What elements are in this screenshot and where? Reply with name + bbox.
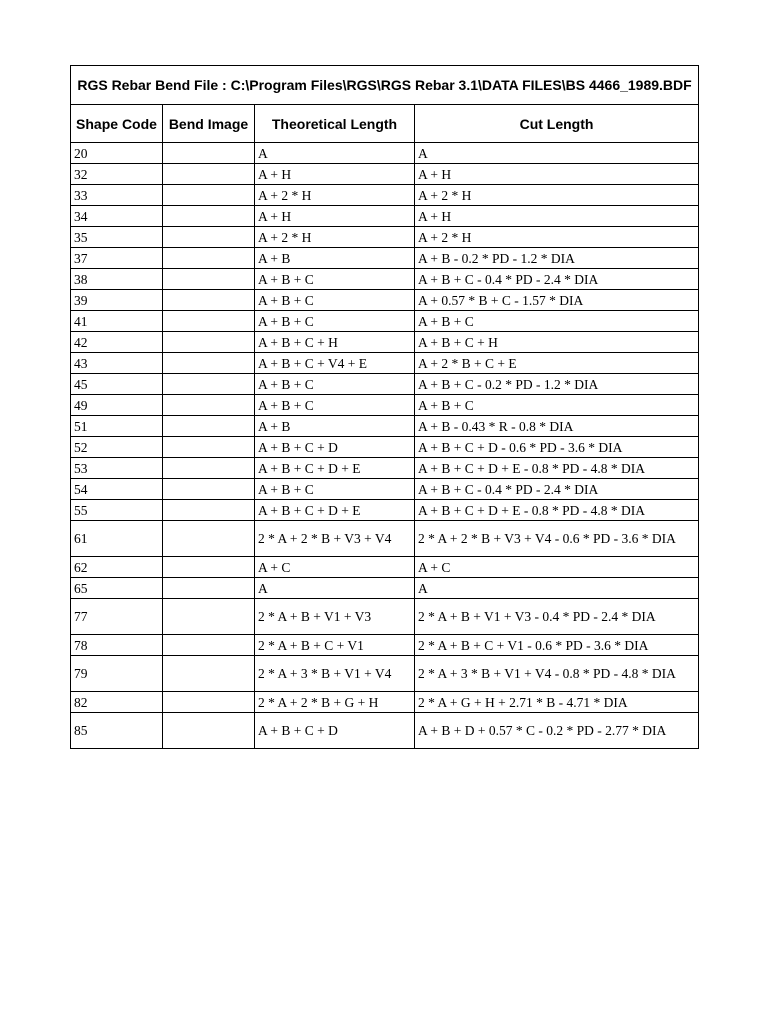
shape-code-cell: 39 xyxy=(71,290,163,311)
theoretical-length-cell: A + B + C xyxy=(255,479,415,500)
table-row xyxy=(71,416,699,437)
shape-code-cell: 79 xyxy=(71,656,163,692)
table-row xyxy=(71,227,699,248)
cut-length-cell: A + B + C + D - 0.6 * PD - 3.6 * DIA xyxy=(415,437,699,458)
cut-length-cell: 2 * A + G + H + 2.71 * B - 4.71 * DIA xyxy=(415,692,699,713)
bend-image-cell xyxy=(163,635,255,656)
table-row xyxy=(71,500,699,521)
cut-length-cell: A + H xyxy=(415,206,699,227)
table-body xyxy=(71,143,699,749)
table-row xyxy=(71,290,699,311)
shape-code-cell: 78 xyxy=(71,635,163,656)
theoretical-length-cell: A + H xyxy=(255,164,415,185)
theoretical-length-cell: A + B + C xyxy=(255,374,415,395)
bend-image-cell xyxy=(163,500,255,521)
bend-image-cell xyxy=(163,479,255,500)
table-row xyxy=(71,557,699,578)
header-bend-image: Bend Image xyxy=(163,105,255,143)
cut-length-cell: A xyxy=(415,143,699,164)
header-row xyxy=(71,105,699,143)
theoretical-length-cell: A + B xyxy=(255,248,415,269)
shape-code-cell: 35 xyxy=(71,227,163,248)
table-row xyxy=(71,578,699,599)
bend-image-cell xyxy=(163,692,255,713)
header-theoretical-length: Theoretical Length xyxy=(255,105,415,143)
shape-code-cell: 37 xyxy=(71,248,163,269)
theoretical-length-cell: A + B + C xyxy=(255,290,415,311)
cut-length-cell: A + B + C - 0.4 * PD - 2.4 * DIA xyxy=(415,479,699,500)
shape-code-cell: 32 xyxy=(71,164,163,185)
theoretical-length-cell: A + 2 * H xyxy=(255,185,415,206)
cut-length-cell: A + B + C - 0.4 * PD - 2.4 * DIA xyxy=(415,269,699,290)
table-title: RGS Rebar Bend File : C:\Program Files\RGS\RGS Rebar 3.1\DATA FILES\BS 4466_1989.BDF xyxy=(71,66,699,105)
table-row xyxy=(71,248,699,269)
table-row xyxy=(71,311,699,332)
theoretical-length-cell: A + B + C + D + E xyxy=(255,458,415,479)
table-row xyxy=(71,599,699,635)
shape-code-cell: 42 xyxy=(71,332,163,353)
table-row xyxy=(71,692,699,713)
theoretical-length-cell: 2 * A + 3 * B + V1 + V4 xyxy=(255,656,415,692)
shape-code-cell: 34 xyxy=(71,206,163,227)
table-row xyxy=(71,437,699,458)
shape-code-cell: 55 xyxy=(71,500,163,521)
cut-length-cell: A + 2 * B + C + E xyxy=(415,353,699,374)
bend-image-cell xyxy=(163,311,255,332)
table-row xyxy=(71,374,699,395)
theoretical-length-cell: A + B xyxy=(255,416,415,437)
table-row xyxy=(71,479,699,500)
theoretical-length-cell: 2 * A + B + C + V1 xyxy=(255,635,415,656)
shape-code-cell: 49 xyxy=(71,395,163,416)
shape-code-cell: 41 xyxy=(71,311,163,332)
cut-length-cell: A + H xyxy=(415,164,699,185)
theoretical-length-cell: A + B + C + D + E xyxy=(255,500,415,521)
cut-length-cell: 2 * A + B + V1 + V3 - 0.4 * PD - 2.4 * DIA xyxy=(415,599,699,635)
bend-image-cell xyxy=(163,416,255,437)
rebar-bend-table xyxy=(70,65,699,749)
table-row xyxy=(71,332,699,353)
table-row xyxy=(71,635,699,656)
cut-length-cell: A + B - 0.2 * PD - 1.2 * DIA xyxy=(415,248,699,269)
table-row xyxy=(71,206,699,227)
theoretical-length-cell: 2 * A + B + V1 + V3 xyxy=(255,599,415,635)
table-row xyxy=(71,185,699,206)
theoretical-length-cell: 2 * A + 2 * B + V3 + V4 xyxy=(255,521,415,557)
bend-image-cell xyxy=(163,227,255,248)
theoretical-length-cell: 2 * A + 2 * B + G + H xyxy=(255,692,415,713)
bend-image-cell xyxy=(163,185,255,206)
theoretical-length-cell: A + B + C xyxy=(255,269,415,290)
bend-image-cell xyxy=(163,521,255,557)
bend-image-cell xyxy=(163,143,255,164)
table-row xyxy=(71,521,699,557)
shape-code-cell: 51 xyxy=(71,416,163,437)
theoretical-length-cell: A + B + C xyxy=(255,395,415,416)
bend-image-cell xyxy=(163,458,255,479)
bend-image-cell xyxy=(163,269,255,290)
bend-image-cell xyxy=(163,248,255,269)
cut-length-cell: A + B + C + D + E - 0.8 * PD - 4.8 * DIA xyxy=(415,458,699,479)
cut-length-cell: 2 * A + 2 * B + V3 + V4 - 0.6 * PD - 3.6 * DIA xyxy=(415,521,699,557)
cut-length-cell: A + 2 * H xyxy=(415,185,699,206)
header-shape-code: Shape Code xyxy=(71,105,163,143)
table-row xyxy=(71,143,699,164)
title-row xyxy=(71,66,699,105)
bend-image-cell xyxy=(163,374,255,395)
theoretical-length-cell: A xyxy=(255,578,415,599)
bend-image-cell xyxy=(163,206,255,227)
shape-code-cell: 61 xyxy=(71,521,163,557)
bend-image-cell xyxy=(163,290,255,311)
shape-code-cell: 33 xyxy=(71,185,163,206)
theoretical-length-cell: A + C xyxy=(255,557,415,578)
shape-code-cell: 65 xyxy=(71,578,163,599)
theoretical-length-cell: A + B + C + D xyxy=(255,713,415,749)
theoretical-length-cell: A + B + C + D xyxy=(255,437,415,458)
theoretical-length-cell: A + B + C xyxy=(255,311,415,332)
theoretical-length-cell: A xyxy=(255,143,415,164)
shape-code-cell: 54 xyxy=(71,479,163,500)
bend-image-cell xyxy=(163,599,255,635)
cut-length-cell: 2 * A + B + C + V1 - 0.6 * PD - 3.6 * DIA xyxy=(415,635,699,656)
cut-length-cell: 2 * A + 3 * B + V1 + V4 - 0.8 * PD - 4.8 * DIA xyxy=(415,656,699,692)
cut-length-cell: A + B + C + H xyxy=(415,332,699,353)
shape-code-cell: 53 xyxy=(71,458,163,479)
shape-code-cell: 45 xyxy=(71,374,163,395)
cut-length-cell: A + B - 0.43 * R - 0.8 * DIA xyxy=(415,416,699,437)
bend-image-cell xyxy=(163,713,255,749)
table-row xyxy=(71,458,699,479)
theoretical-length-cell: A + B + C + V4 + E xyxy=(255,353,415,374)
shape-code-cell: 85 xyxy=(71,713,163,749)
shape-code-cell: 43 xyxy=(71,353,163,374)
cut-length-cell: A + B + C + D + E - 0.8 * PD - 4.8 * DIA xyxy=(415,500,699,521)
bend-image-cell xyxy=(163,437,255,458)
table-row xyxy=(71,269,699,290)
cut-length-cell: A xyxy=(415,578,699,599)
shape-code-cell: 77 xyxy=(71,599,163,635)
table-row xyxy=(71,164,699,185)
table-row xyxy=(71,353,699,374)
cut-length-cell: A + 0.57 * B + C - 1.57 * DIA xyxy=(415,290,699,311)
bend-image-cell xyxy=(163,557,255,578)
theoretical-length-cell: A + H xyxy=(255,206,415,227)
cut-length-cell: A + C xyxy=(415,557,699,578)
table-row xyxy=(71,713,699,749)
shape-code-cell: 82 xyxy=(71,692,163,713)
table-row xyxy=(71,395,699,416)
cut-length-cell: A + B + C xyxy=(415,395,699,416)
bend-image-cell xyxy=(163,332,255,353)
cut-length-cell: A + 2 * H xyxy=(415,227,699,248)
shape-code-cell: 20 xyxy=(71,143,163,164)
cut-length-cell: A + B + D + 0.57 * C - 0.2 * PD - 2.77 * DIA xyxy=(415,713,699,749)
theoretical-length-cell: A + B + C + H xyxy=(255,332,415,353)
table-row xyxy=(71,656,699,692)
bend-image-cell xyxy=(163,656,255,692)
bend-image-cell xyxy=(163,395,255,416)
shape-code-cell: 52 xyxy=(71,437,163,458)
bend-image-cell xyxy=(163,578,255,599)
bend-image-cell xyxy=(163,164,255,185)
bend-image-cell xyxy=(163,353,255,374)
shape-code-cell: 38 xyxy=(71,269,163,290)
cut-length-cell: A + B + C - 0.2 * PD - 1.2 * DIA xyxy=(415,374,699,395)
shape-code-cell: 62 xyxy=(71,557,163,578)
header-cut-length: Cut Length xyxy=(415,105,699,143)
cut-length-cell: A + B + C xyxy=(415,311,699,332)
theoretical-length-cell: A + 2 * H xyxy=(255,227,415,248)
